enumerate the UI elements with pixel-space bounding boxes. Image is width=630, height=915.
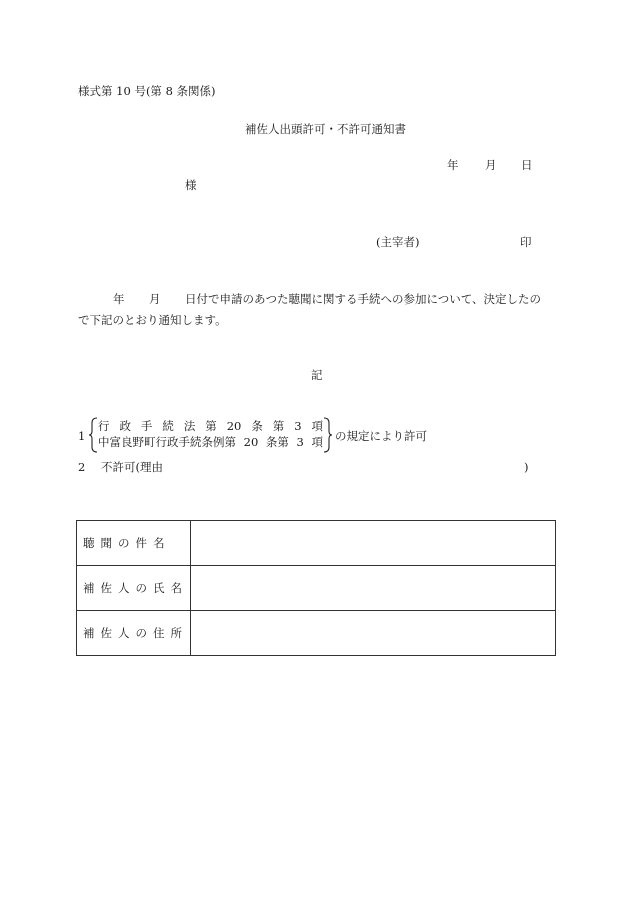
date-month: 月 bbox=[485, 158, 497, 172]
row-label-assistant-name: 補佐人の氏名 bbox=[77, 566, 191, 611]
law2-token: 条第 bbox=[265, 435, 289, 449]
law1-token: 法 bbox=[183, 419, 196, 433]
body-year: 年 bbox=[113, 292, 125, 306]
info-table bbox=[76, 520, 556, 656]
table-row bbox=[77, 521, 556, 566]
law-bracket-group bbox=[88, 417, 333, 453]
body-text-line1: 日付で申請のあつた聴聞に関する手続への参加について、決定したの bbox=[185, 292, 542, 306]
item2-text: 不許可(理由 bbox=[101, 460, 163, 474]
item2-close-paren: ) bbox=[524, 460, 529, 474]
ki-heading: 記 bbox=[311, 368, 323, 382]
law-line-2 bbox=[98, 437, 323, 449]
document-title: 補佐人出頭許可・不許可通知書 bbox=[245, 122, 406, 136]
row-value-assistant-name[interactable] bbox=[191, 566, 556, 611]
row-label-assistant-address: 補佐人の住所 bbox=[77, 611, 191, 656]
row-value-hearing-subject[interactable] bbox=[191, 521, 556, 566]
law1-token: 続 bbox=[162, 419, 174, 433]
law1-token: 3 bbox=[294, 419, 302, 433]
law2-token: 項 bbox=[311, 435, 323, 449]
row-label-hearing-subject: 聴聞の件名 bbox=[77, 521, 191, 566]
table-row bbox=[77, 611, 556, 656]
body-text-line2: で下記のとおり通知します。 bbox=[78, 313, 227, 327]
law2-token: 20 bbox=[243, 435, 259, 449]
seal-mark: 印 bbox=[520, 235, 532, 249]
date-year: 年 bbox=[447, 158, 459, 172]
table-row bbox=[77, 566, 556, 611]
item1-number: 1 bbox=[78, 429, 86, 443]
date-day: 日 bbox=[521, 158, 533, 172]
law2-token: 中富良野町行政手続条例第 bbox=[98, 435, 236, 449]
law1-token: 手 bbox=[140, 419, 153, 433]
law1-token: 項 bbox=[311, 419, 323, 433]
law1-token: 条 bbox=[251, 419, 263, 433]
addressee-suffix: 様 bbox=[185, 178, 197, 192]
law2-token: 3 bbox=[296, 435, 304, 449]
law1-token: 行 bbox=[98, 419, 110, 433]
law-line-1 bbox=[98, 421, 323, 433]
law1-token: 政 bbox=[119, 419, 131, 433]
law1-token: 第 bbox=[205, 419, 217, 433]
law1-token: 第 bbox=[272, 419, 285, 433]
organizer-label: (主宰者) bbox=[376, 235, 420, 249]
law1-token: 20 bbox=[226, 419, 242, 433]
body-month: 月 bbox=[149, 292, 161, 306]
row-value-assistant-address[interactable] bbox=[191, 611, 556, 656]
item2-number: 2 bbox=[78, 460, 86, 474]
item1-suffix: の規定により許可 bbox=[335, 429, 427, 443]
form-number: 様式第 10 号(第 8 条関係) bbox=[78, 84, 216, 98]
